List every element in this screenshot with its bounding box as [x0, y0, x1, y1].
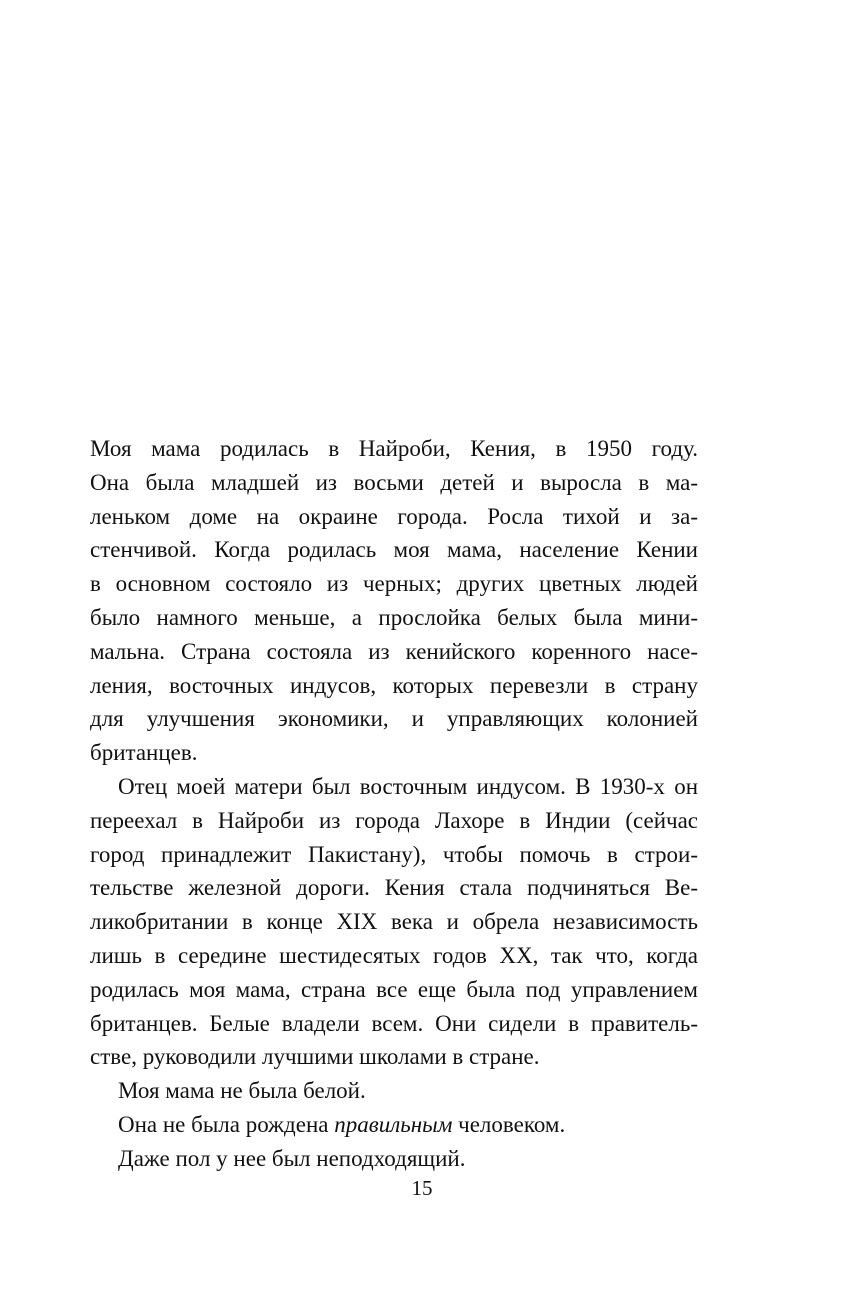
paragraph-2: [90, 770, 698, 1074]
text-line: было намного меньше, а прослойка белых была мини-: [90, 604, 698, 630]
text-line: переехал в Найроби из города Лахоре в Индии (сейчас: [90, 807, 698, 833]
text-line: Она была младшей из восьми детей и выросла в ма-: [90, 469, 698, 495]
text-line: тельстве железной дороги. Кения стала подчиняться Ве-: [90, 875, 698, 901]
text-line: ликобритании в конце XIX века и обрела независимость: [90, 909, 698, 935]
text-line: мальна. Страна состояла из кенийского коренного насе-: [90, 638, 698, 664]
text-line: лишь в середине шестидесятых годов XX, так что, когда: [90, 942, 698, 968]
text-line: ления, восточных индусов, которых перевезли в страну: [90, 672, 698, 698]
text-line: Моя мама родилась в Найроби, Кения, в 1950 году.: [90, 436, 698, 461]
text-line: в основном состояло из черных; других цветных людей: [90, 571, 698, 597]
page-number: 15: [411, 1176, 433, 1200]
text-line: для улучшения экономики, и управляющих колонией: [90, 706, 698, 732]
paragraph-5: Даже пол у нее был неподходящий.: [118, 1145, 466, 1171]
text-line: стенчивой. Когда родилась моя мама, население Кении: [90, 537, 698, 563]
text-line: Отец моей матери был восточным индусом. В 1930-х он: [118, 773, 698, 799]
text-line: британцев. Белые владели всем. Они сидели в правитель-: [90, 1010, 698, 1036]
text-line: стве, руководили лучшими школами в стране.: [90, 1044, 540, 1070]
emphasized-word: правильным: [334, 1111, 453, 1137]
paragraph-3: Моя мама не была белой.: [118, 1078, 366, 1104]
paragraph-4: [90, 1108, 698, 1142]
text-line: родилась моя мама, страна все еще была под управлением: [90, 976, 698, 1002]
text-line: леньком доме на окраине города. Росла тихой и за-: [90, 503, 698, 529]
paragraph-1: [90, 432, 698, 770]
body-text: [90, 432, 698, 1176]
text-line: город принадлежит Пакистану), чтобы помочь в строи-: [90, 841, 698, 867]
text-line: британцев.: [90, 740, 198, 766]
paragraph-4-end: человеком.: [452, 1111, 566, 1137]
paragraph-4-start: Она не была рождена: [118, 1111, 335, 1137]
